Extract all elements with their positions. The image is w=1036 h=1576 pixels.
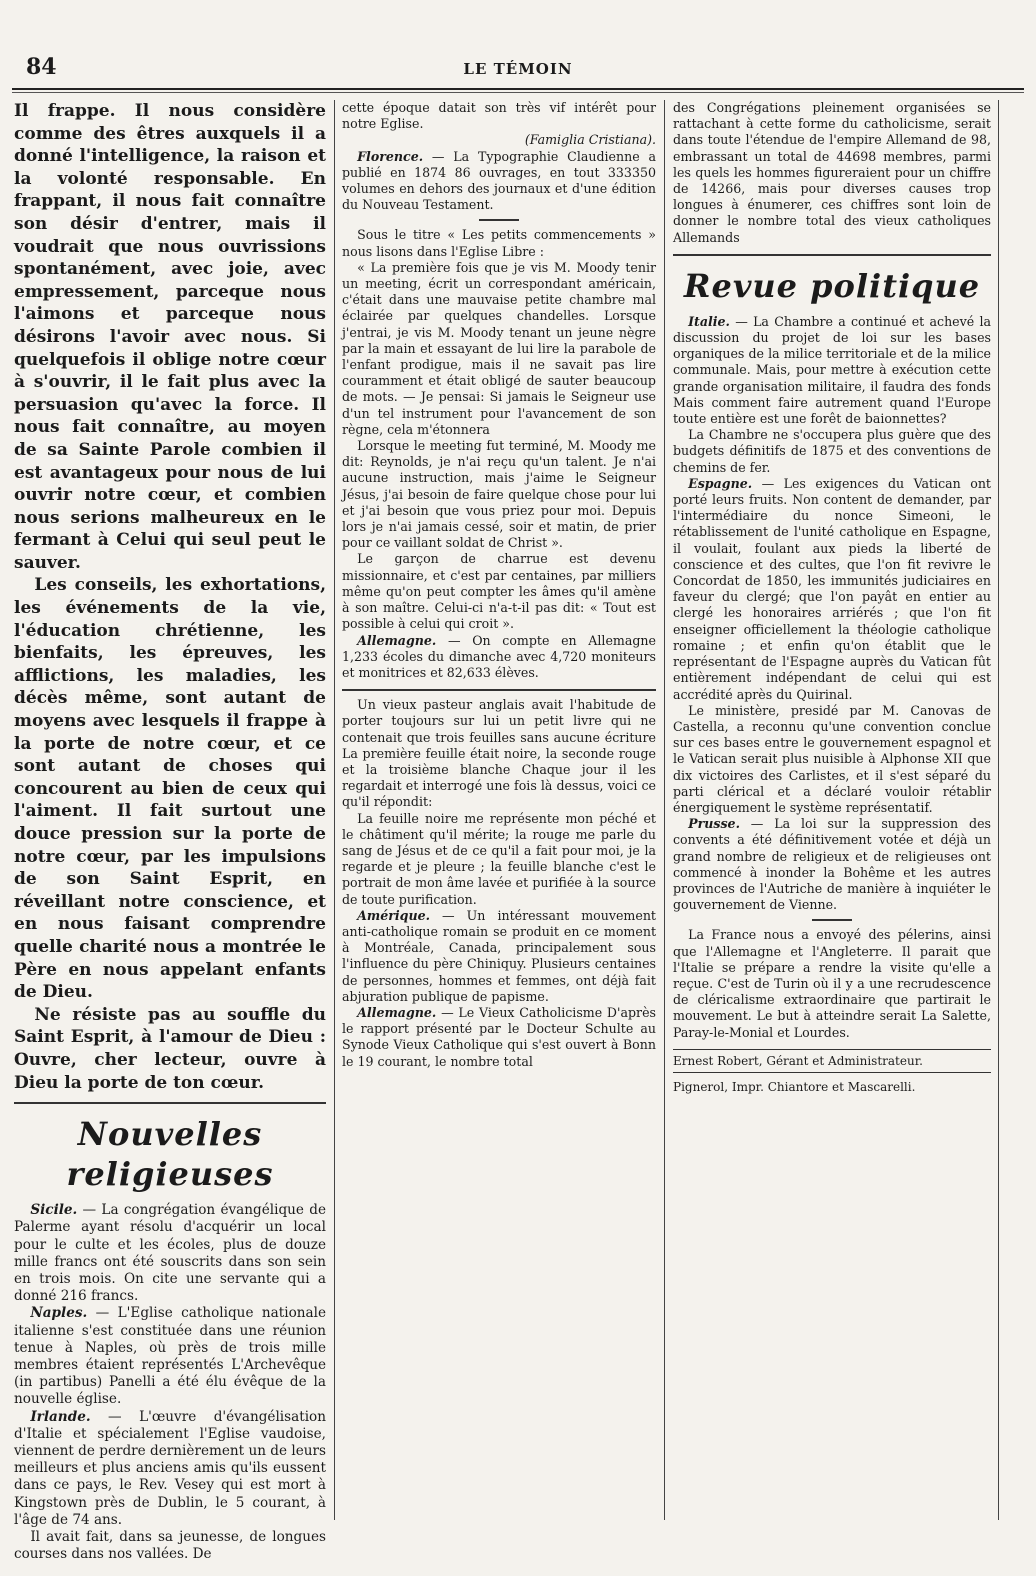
article-paragraph: « La première fois que je vis M. Moody tenir un meeting, écrit un correspondant américain, c'était dans une mauvaise petite chambre mal éclairée par quelques chandelles. Lorsque j'entrai, je vis M. Moody tenant un jeune nègre par la main et essayant de lui lire la parabole de l'enfant prodigue, mais il ne savait pas lire couramment et était obligé de sauter beaucoup de mots. — Je pensai: Si jamais le Seigneur use d'un tel instrument pour l'avancement de son règne, cela m'étonnera (342, 259, 656, 437)
short-rule (812, 919, 852, 921)
news-item-italie (673, 314, 991, 427)
news-keyword: Naples. (30, 1305, 88, 1322)
article-paragraph: Il frappe. Il nous considère comme des êtres auxquels il a donné l'intelligence, la raison et la volonté responsable. En frappant, il nous fait connaître son désir d'entrer, mais il voudrait que nous ouvrissions spontanément, avec joie, avec empressement, parceque nous l'aimons et parceque nous désirons l'avoir avec nous. Si quelquefois il oblige notre cœur à s'ouvrir, il le fait plus avec la persuasion qu'avec la force. Il nous fait connaître, au moyen de sa Sainte Parole combien il est avantageux pour nous de lui ouvrir notre cœur, et combien nous serions malheureux en le fermant à Celui qui seul peut le sauver. (14, 101, 326, 573)
article-paragraph: La France nous a envoyé des pélerins, ainsi que l'Allemagne et l'Angleterre. Il parait que l'Italie se prépare a rendre la visite qu'elle a reçue. C'est de Turin où il y a une recrudescence de cléricalisme extraordinaire que partirait le mouvement. Le but à atteindre serait La Salette, Paray-le-Monial et Lourdes. (673, 927, 991, 1040)
article-paragraph: des Congrégations pleinement organisées se rattachant à cette forme du catholicisme, serait dans toute l'étendue de l'empire Allemand de 98, embrassant un total de 44698 membres, parmi les quels les hommes figureraient pour un chiffre de 14266, mais pour diverses causes trop longues à énumerer, ces chiffres sont loin de donner le nombre total des vieux catholiques Allemands (673, 100, 991, 245)
news-item-allemagne (342, 633, 656, 682)
news-text: — L'œuvre d'évangélisation d'Italie et spécialement l'Eglise vaudoise, viennent de perdre dernièrement un de leurs meilleurs et plus anciens amis qu'ils eussent dans ce pays, le Rev. Vesey qui est mort à Kingstown près de Dublin, le 5 courant, à l'âge de 74 ans. (14, 1408, 326, 1528)
column-divider (998, 100, 999, 1520)
news-keyword: Prusse. (688, 816, 740, 832)
article-paragraph: Sous le titre « Les petits commencements » nous lisons dans l'Eglise Libre : (342, 227, 656, 259)
news-text: — L'Eglise catholique nationale italienne s'est constituée dans une réunion tenue à Naples, où près de trois mille membres étaient représentés L'Archevêque (in partibus) Panelli a été élu évêque de la nouvelle église. (14, 1305, 326, 1408)
journal-title: LE TÉMOIN (463, 60, 573, 78)
news-item-sicile (14, 1202, 326, 1305)
source-citation: (Famiglia Cristiana). (524, 132, 656, 148)
section-title-revue-politique: Revue politique (683, 266, 981, 305)
short-rule (479, 219, 519, 221)
section-title-nouvelles-religieuses: Nouvelles religieuses (66, 1115, 274, 1194)
column-2 (342, 100, 656, 1070)
news-text: — La Chambre a continué et achevé la discussion du projet de loi sur les bases organiques de la milice territoriale et de la milice communale. Mais, pour mettre à exécution cette grande organisation militaire, il faudra des fonds Mais comment faire autrement quand l'Europe toute entière est une forêt de baionnettes? (673, 313, 991, 427)
news-item-prusse (673, 816, 991, 913)
news-text: — Les exigences du Vatican ont porté leurs fruits. Non content de demander, par l'intermédiaire du nonce Simeoni, le rétablissement de l'unité catholique en Espagne, il voulait, foulant aux pieds la liberté de conscience et des cultes, que l'on fit revivre le Concordat de 1850, les immunités judiciaires en faveur du clergé; que l'on payât en entier au clergé les honoraires arriérés ; que l'on fit enseigner officiellement la théologie catholique romaine ; et enfin qu'on établit que le représentant de l'Espagne auprès du Vatican fût entièrement indépendant de celui qui est accrédité après du Quirinal. (673, 475, 991, 702)
printer-line: Pignerol, Impr. Chiantore et Mascarelli. (673, 1079, 916, 1094)
news-item-naples (14, 1305, 326, 1408)
news-text: — Un intéressant mouvement anti-catholique romain se produit en ce moment à Montréale, Canada, principalement sous l'influence du père Chiniquy. Plusieurs centaines de personnes, hommes et femmes, ont déjà fait abjuration publique de papisme. (342, 907, 656, 1004)
article-paragraph: Les conseils, les exhortations, les événements de la vie, l'éducation chrétienne, les bienfaits, les épreuves, les afflictions, les maladies, les décès même, sont autant de moyens avec lesquels il frappe à la porte de notre cœur, et ce sont autant de choses qui concourent au bien de ceux qui l'aiment. Il fait surtout une douce pression sur la porte de notre cœur, par les impulsions de son Saint Esprit, en réveillant notre conscience, et en nous faisant comprendre quelle charité nous a montrée le Père en nous appelant enfants de Dieu. (14, 575, 326, 1003)
news-item-allemagne-2 (342, 1005, 656, 1070)
column-divider (334, 100, 335, 1520)
article-paragraph: Lorsque le meeting fut terminé, M. Moody me dit: Reynolds, je n'ai reçu qu'un talent. Je n'ai aucune instruction, mais j'aime le Seigneur Jésus, j'ai besoin de faire quelque chose pour lui et j'ai besoin que vous priez pour moi. Depuis lors je n'ai jamais cessé, soir et matin, de prier pour ce vaillant soldat de Christ ». (342, 438, 656, 551)
section-rule (342, 689, 656, 691)
running-header (12, 50, 1024, 90)
article-paragraph: Un vieux pasteur anglais avait l'habitude de porter toujours sur lui un petit livre qui ne contenait que trois feuilles sans aucune écriture La première feuille était noire, la seconde rouge et la troisième blanche Chaque jour il les regardait et interrogé une fois là dessus, voici ce qu'il répondit: (342, 697, 656, 810)
news-text: — La loi sur la suppression des convents a été définitivement votée et déjà un grand nombre de religieux et de religieuses ont commencé à inonder la Bohême et les autres provinces de l'Autriche de manière à inquiéter le gouvernement de Vienne. (673, 816, 991, 913)
article-paragraph: cette époque datait son très vif intérêt pour notre Eglise. (342, 100, 656, 132)
column-1 (14, 100, 326, 1563)
news-keyword: Allemagne. (357, 632, 437, 648)
news-keyword: Florence. (357, 148, 424, 164)
news-item-irlande (14, 1409, 326, 1529)
news-keyword: Amérique. (357, 907, 430, 923)
news-keyword: Allemagne. (357, 1004, 437, 1020)
page-number: 84 (26, 54, 57, 80)
column-divider (664, 100, 665, 1520)
gerant-line: Ernest Robert, Gérant et Administrateur. (673, 1049, 991, 1073)
news-keyword: Espagne. (688, 475, 753, 491)
news-item-florence (342, 149, 656, 214)
section-rule (14, 1102, 326, 1104)
section-rule (673, 254, 991, 256)
news-keyword: Italie. (688, 313, 730, 329)
news-item-espagne (673, 476, 991, 703)
column-3 (673, 100, 991, 1095)
news-text: — La Typographie Claudienne a publié en 1874 86 ouvrages, en tout 333350 volumes en dehors des journaux et d'une édition du Nouveau Testament. (342, 148, 656, 213)
news-item-amerique (342, 908, 656, 1005)
article-paragraph: La feuille noire me représente mon péché et le châtiment qu'il mérite; la rouge me parle du sang de Jésus et de ce qu'il a fait pour moi, je la regarde et je pleure ; la feuille blanche c'est le portrait de mon âme lavée et purifiée à la source de toute purification. (342, 810, 656, 907)
news-text: — On compte en Allemagne 1,233 écoles du dimanche avec 4,720 moniteurs et monitrices et 82,633 élèves. (342, 632, 656, 680)
article-paragraph: Ne résiste pas au souffle du Saint Esprit, à l'amour de Dieu : Ouvre, cher lecteur, ouvre à Dieu la porte de ton cœur. (14, 1004, 326, 1093)
news-item-irlande-cont: Il avait fait, dans sa jeunesse, de longues courses dans nos vallées. De (14, 1528, 326, 1563)
news-keyword: Irlande. (30, 1408, 91, 1425)
news-text: — La congrégation évangélique de Palerme ayant résolu d'acquérir un local pour le culte et les écoles, plus de douze mille francs ont été souscrits dans son sein en trois mois. On cite une servante qui a donné 216 francs. (14, 1202, 326, 1305)
article-paragraph: Le garçon de charrue est devenu missionnaire, et c'est par centaines, par milliers même qu'on peut compter les âmes qu'il amène à son maître. Celui-ci n'a-t-il pas dit: « Tout est possible à celui qui croit ». (342, 551, 656, 632)
article-paragraph: Le ministère, presidé par M. Canovas de Castella, a reconnu qu'une convention conclue sur ces bases entre le gouvernement espagnol et le Vatican serait plus nuisible à Alphonse XII que dix victoires des Carlistes, et il s'est séparé du parti clérical et a déclaré vouloir rétablir énergiquement le système représentatif. (673, 702, 991, 815)
news-keyword: Sicile. (30, 1202, 78, 1219)
article-paragraph: La Chambre ne s'occupera plus guère que des budgets définitifs de 1875 et des conventions de chemins de fer. (673, 427, 991, 475)
header-rule (12, 88, 1024, 93)
news-text: — Le Vieux Catholicisme D'après le rapport présenté par le Docteur Schulte au Synode Vieux Catholique qui s'est ouvert à Bonn le 19 courant, le nombre total (342, 1004, 656, 1069)
